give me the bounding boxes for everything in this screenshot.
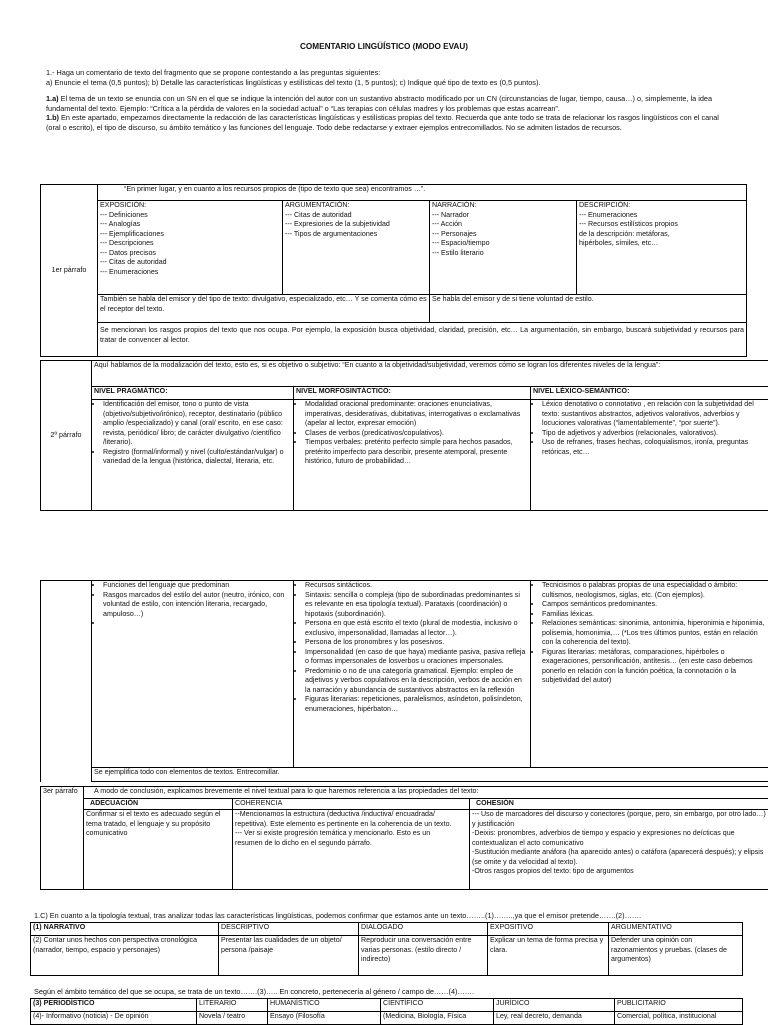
list-item: • Familias léxicas. [542,610,766,620]
paragraph-3-intro: A modo de conclusión, explicamos brevemente el nivel textual para lo que haremos referencia a las propiedades del texto: [84,787,768,799]
nivel-morfosintactico-head: NIVEL MORFOSINTÁCTICO: [294,387,531,400]
list-item: --- Ver si existe progresión temática y mencionarlo. Esto es un [235,829,467,839]
type-head-dialogado: DIALOGADO [359,923,488,936]
type-cell-expositivo: Explicar un tema de forma precisa y clara. [488,936,609,976]
cont-morfosintactico-list [294,581,531,768]
col-argumentacion [283,201,430,295]
paragraph-1-summary: Se mencionan los rasgos propios del texto que nos ocupa. Por ejemplo, la exposición busca objetividad, claridad, precisión, etc… La argumentación, sin embargo, buscará subjetividad y recursos para tratar de convencer al lector. [98,323,747,357]
list-item: --- Enumeraciones [579,211,744,221]
col-argumentacion-head: ARGUMENTACIÓN: [285,201,427,211]
list-item: • Impersonalidad (en caso de que haya) mediante pasiva, pasiva refleja o formas impersonales de losverbos u oraciones impersonales. [305,648,528,667]
list-item: • Predominio o no de una categoría gramatical. Ejemplo: empleo de adjetivos y verbos copulativos en la descripción, verbos de acción en la narración y abundancia de sustantivos abstractos en la reflexión [305,667,528,696]
type-cell-dialogado: Reproducir una conversación entre varias personas. (estilo directo / indirecto) [359,936,488,976]
list-item: --- Narrador [432,211,574,221]
list-item: --- Datos precisos [100,249,280,259]
paragraph-2-label: 2º párrafo [41,361,92,511]
paragraph-3-label: 3er párrafo [41,787,84,890]
intro-block [46,68,726,133]
list-item: • Figuras literarias: metáforas, comparaciones, hipérboles o exageraciones, personificación, antítesis… (en este caso debemos ponerlo en relación con la función poética, la connotación o la subjetividad del autor) [542,648,766,686]
list-item: de la descripción: metáforas, [579,230,744,240]
type-cell-narrativo: (2) Contar unos hechos con perspectiva cronológica (narrador, tiempo, espacio y personajes) [31,936,219,976]
paragraph-1-opening: “En primer lugar, y en cuanto a los recursos propios de (tipo de texto que sea) encontramos …”. [98,185,747,201]
list-item: • Registro (formal/informal) y nivel (culto/estándar/vulgar) o variedad de la lengua (histórica, dialectal, literaria, etc. [103,448,291,467]
list-item: • Sintaxis: sencilla o compleja (tipo de subordinadas predominantes si es relevante en esa tipología textual). Parataxis (coordinación) o hipotaxis (subordinación). [305,591,528,620]
ambito-cell-publicitario: Comercial, política, institucional [615,1012,743,1025]
paragraph-1-label: 1er párrafo [41,185,98,357]
list-item: • Figuras literarias: repeticiones, paralelismos, asíndeton, polisíndeton, enumeraciones, hipérbaton… [305,695,528,714]
text-type-table [30,922,743,976]
coherencia-text [233,810,470,890]
ambito-cell-juridico: Ley, real decreto, demanda [494,1012,615,1025]
emisor-left: También se habla del emisor y del tipo de texto: divulgativo, especializado, etc… Y se comenta cómo es el receptor del texto. [98,295,430,323]
paragraph-2-intro: Aquí hablamos de la modalización del texto, esto es, si es objetivo o subjetivo: “En cuanto a la objetividad/subjetividad, veremos cómo se logran los diferentes niveles de la lengua”: [92,361,768,387]
list-item: --- Ejemplificaciones [100,230,280,240]
col-descripcion [577,201,747,295]
ambito-table [30,998,743,1025]
nivel-lexico-head: NIVEL LÉXICO-SEMÁNTICO: [531,387,768,400]
cohesion-text [470,810,768,890]
list-item: • Persona en que está escrito el texto (plural de modestia, inclusivo o exclusivo, impersonalidad, llamadas al lector…). [305,619,528,638]
list-item: • Modalidad oracional predominante: oraciones enunciativas, imperativas, desiderativas, dubitativas, interrogativas o exclamativas (apelar al lector, expresar emoción) [305,400,528,429]
continuation-table [40,580,768,782]
col-exposicion-head: EXPOSICIÓN: [100,201,280,211]
adecuacion-head: ADECUACIÓN [84,799,233,810]
ambito-cell-humanistico: Ensayo (Filosofía [268,1012,381,1025]
nivel-morfosintactico-list [294,400,531,511]
col-argumentacion-items [285,211,427,240]
list-item: --- Expresiones de la subjetividad [285,220,427,230]
list-item: resumen de lo dicho en el segundo párrafo. [235,839,467,849]
nivel-pragmatico-list [92,400,294,511]
ambito-head-humanistico: HUMANÍSTICO [268,999,381,1012]
cont-lexico-list [531,581,768,768]
list-item: • Campos semánticos predominantes. [542,600,766,610]
list-item: • Rasgos marcados del estilo del autor (neutro, irónico, con voluntad de estilo, con intención literaria, recargado, ampuloso…) [103,591,291,620]
col-exposicion [98,201,283,295]
section-1c: 1.C) En cuanto a la tipología textual, tras analizar todas las características lingüísticas, podemos confirmar que estamos ante un texto……..(1)……..,ya que el emisor pretende…….(2)……. [34,911,754,921]
list-item: -Deixis: pronombres, adverbios de tiempo y espacio y expresiones no deícticas que contextualizan el acto comunicativo [472,829,766,848]
nivel-pragmatico-head: NIVEL PRAGMÁTICO: [92,387,294,400]
ambito-head-literario: LITERARIO [197,999,268,1012]
list-item: -Sustitución mediante anáfora (ha aparecido antes) o catáfora (aparecerá después); y elipsis (se omite y da velocidad al texto). [472,848,766,867]
section-1b-text: En este apartado, empezamos directamente la redacción de las características lingüísticas y estilísticas propias del texto. Recuerda que ante todo se trata de relacionar los rasgos lingüísticos con el canal (oral o escrito), el tipo de discurso, su ámbito temático y las funciones del lenguaje. Todo debe redactarse y extraer ejemplos entrecomillados. No se admiten listados de recursos. [46,113,719,132]
paragraph-2-table [40,360,768,511]
list-item: hipérboles, símiles, etc… [579,239,744,249]
ambito-head-cientifico: CIENTÍFICO [381,999,494,1012]
document-title: COMENTARIO LINGÜÍSTICO (MODO EVAU) [0,42,768,51]
list-item: • Funciones del lenguaje que predominan [103,581,291,591]
list-item: --- Definiciones [100,211,280,221]
list-item: --- Acción [432,220,574,230]
nivel-lexico-list [531,400,768,511]
list-item: --- Citas de autoridad [285,211,427,221]
section-1b [46,113,726,132]
type-cell-descriptivo: Presentar las cualidades de un objeto/ persona /paisaje [219,936,359,976]
col-narracion [430,201,577,295]
list-item: --- Espacio/tiempo [432,239,574,249]
list-item: --- Analogías [100,220,280,230]
coherencia-head: COHERENCIA [233,799,470,810]
question-1-parts: a) Enuncie el tema (0,5 puntos); b) Detalle las características lingüísticas y estilísticas del texto (1, 5 puntos); c) Indique qué tipo de texto es (0,5 puntos). [46,78,726,88]
list-item: --- Citas de autoridad [100,258,280,268]
paragraph-3-table [40,786,768,890]
list-item: • Identificación del emisor, tono o punto de vista (objetivo/subjetivo/irónico), receptor, destinatario (público amplio /especializado) y canal (oral/ escrito, en ese caso: revista, periódico/ libro; de carácter divulgativo /científico /literario). [103,400,291,448]
adecuacion-text: Confirmar si el texto es adecuado según el tema tratado, el lenguaje y su propósito comunicativo [84,810,233,890]
cont-pragmatico-list [92,581,294,768]
list-item: -Otros rasgos propios del texto: tipo de argumentos [472,867,766,877]
continuation-footer: Se ejemplifica todo con elementos de textos. Entrecomillar. [92,768,768,782]
continuation-spacer [41,581,92,768]
paragraph-1-table [40,184,747,357]
list-item: • Clases de verbos (predicativos/copulativos). [305,429,528,439]
col-exposicion-items [100,211,280,278]
list-item: --- Descripciones [100,239,280,249]
col-narracion-items [432,211,574,259]
question-1: 1.- Haga un comentario de texto del fragmento que se propone contestando a las preguntas siguientes: [46,68,726,78]
ambito-head-publicitario: PUBLICITARIO [615,999,743,1012]
list-item: • Persona de los pronombres y los posesivos. [305,638,528,648]
col-narracion-head: NARRACIÓN: [432,201,574,211]
section-1b-label: 1.b) [46,113,59,122]
ambito-cell-literario: Novela / teatro [197,1012,268,1025]
list-item: • Tipo de adjetivos y adverbios (relacionales, valorativos). [542,429,766,439]
col-descripcion-head: DESCRIPCIÓN: [579,201,744,211]
list-item: --- Enumeraciones [100,268,280,278]
col-descripcion-items [579,211,744,249]
ambito-head-juridico: JURÍDICO [494,999,615,1012]
ambito-cell-cientifico: (Medicina, Biología, Física [381,1012,494,1025]
list-item: --- Personajes [432,230,574,240]
list-item: • Uso de refranes, frases hechas, coloquialismos, ironía, preguntas retóricas, etc… [542,438,766,457]
list-item: --- Recursos estilísticos propios [579,220,744,230]
list-item: • Recursos sintácticos. [305,581,528,591]
ambito-head-periodistico: (3) PERIODÍSTICO [31,999,197,1012]
type-head-argumentativo: ARGUMENTATIVO [609,923,743,936]
list-item: --- Estilo literario [432,249,574,259]
type-cell-argumentativo: Defender una opinión con razonamientos y pruebas. (clases de argumentos) [609,936,743,976]
type-head-expositivo: EXPOSITIVO [488,923,609,936]
section-1a-text: El tema de un texto se enuncia con un SN en el que se indique la intención del autor con un sustantivo abstracto modificado por un CN (circunstancias de lugar, tiempo, causa…) o, simplemente, la idea fundamental del texto. Ejemplo: “Crítica a la pérdida de valores en la sociedad actual” o “Las terapias con células madres y los problemas que estas acarrean”. [46,94,712,113]
list-item: • Relaciones semánticas: sinonimia, antonimia, hiperonimia e hiponimia, polisemia, homonimia,… (*Los tres últimos puntos, están en relación con la coherencia del texto). [542,619,766,648]
type-head-narrativo: (1) NARRATIVO [31,923,219,936]
list-item: • Tiempos verbales: pretérito perfecto simple para hechos pasados, pretérito imperfecto para describir, presente atemporal, presente histórico, futuro de probabilidad… [305,438,528,467]
type-head-descriptivo: DESCRIPTIVO [219,923,359,936]
list-item: • Tecnicismos o palabras propias de una especialidad o ámbito: cultismos, neologismos, siglas, etc. (Con ejemplos). [542,581,766,600]
list-item [103,619,291,629]
ambito-cell-periodistico: (4)- Informativo (noticia) - De opinión [31,1012,197,1025]
list-item: --- Tipos de argumentaciones [285,230,427,240]
list-item: --Mencionamos la estructura (deductiva /inductiva/ encuadrada/ repetitiva). Este elemento es pertinente en la coherencia de un texto. [235,810,467,829]
section-1a [46,94,726,113]
cohesion-head: COHESIÓN [470,799,768,810]
continuation-spacer-2 [41,768,92,782]
emisor-right: Se habla del emisor y de si tiene voluntad de estilo. [430,295,747,323]
section-1a-label: 1.a) [46,94,59,103]
ambito-text: Según el ámbito temático del que se ocupa, se trata de un texto…….(3)….. En concreto, pertenecería al género / campo de……(4)……. [34,987,754,997]
list-item: • Léxico denotativo o connotativo , en relación con la subjetividad del texto: sustantivos abstractos, adjetivos valorativos, adverbios y locuciones valorativas (“lamentablemente”, “por suerte”). [542,400,766,429]
list-item: --- Uso de marcadores del discurso y conectores (porque, pero, sin embargo, por otro lado…) y justificación [472,810,766,829]
